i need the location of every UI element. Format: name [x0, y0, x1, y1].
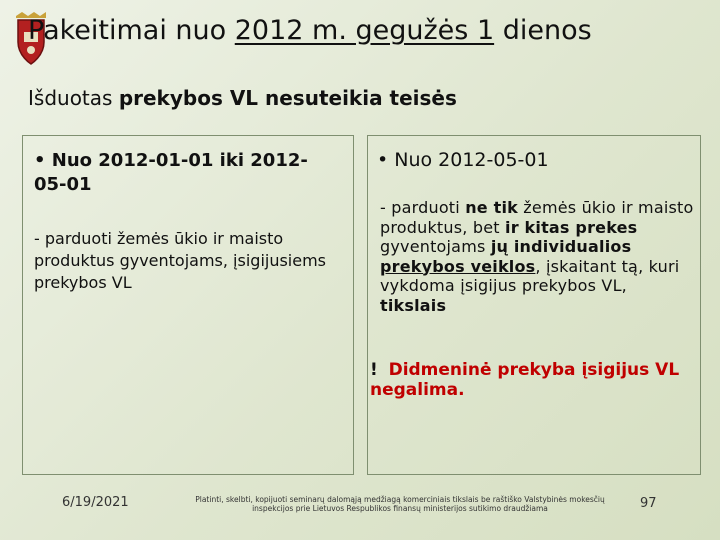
slide-date: 6/19/2021	[62, 495, 129, 510]
right-body-text	[380, 198, 696, 315]
right-text-9: tikslais	[380, 295, 447, 315]
right-text-4: ir kitas prekes	[505, 217, 638, 237]
right-bullet: • Nuo 2012-05-01	[377, 149, 549, 171]
left-body-text: - parduoti žemės ūkio ir maisto produktus gyventojams, įsigijusiems prekybos VL	[34, 229, 327, 292]
warning-mark: !	[370, 360, 378, 380]
page-number: 97	[640, 496, 657, 511]
slide-title	[28, 14, 708, 48]
right-text-6: jų individualios	[490, 237, 632, 256]
warning-text: Didmeninė prekyba įsigijus VL negalima.	[370, 360, 680, 400]
right-text-3: žemės ūkio ir maisto produktus, bet	[380, 198, 694, 237]
slide-subtitle	[28, 84, 457, 112]
title-prefix: Pakeitimai nuo	[28, 15, 235, 46]
left-bullet-text: • Nuo 2012-01-01 iki 2012-05-01	[34, 150, 308, 195]
slide-footer: Platinti, skelbti, kopijuoti seminarų dalomąją medžiagą komerciniais tikslais be raštiško Valstybinės mokesčių inspekcijos prie Lietuvos Respublikos finansų ministerijos sutikimo draudžiama	[195, 495, 605, 513]
right-text-2: ne tik	[465, 198, 519, 217]
warning-note	[370, 360, 720, 400]
left-bullet	[34, 149, 334, 197]
title-suffix: dienos	[494, 15, 592, 46]
right-text-5: gyventojams	[380, 237, 491, 256]
subtitle-prefix: Išduotas	[28, 86, 119, 110]
right-text-7: prekybos veiklos	[380, 256, 536, 276]
title-date: 2012 m. gegužės 1	[234, 15, 495, 46]
right-text-1: - parduoti	[380, 198, 466, 217]
subtitle-bold: prekybos VL nesuteikia teisės	[118, 86, 457, 110]
right-text-8: , įskaitant tą, kuri vykdoma įsigijus prekybos VL,	[380, 256, 680, 295]
